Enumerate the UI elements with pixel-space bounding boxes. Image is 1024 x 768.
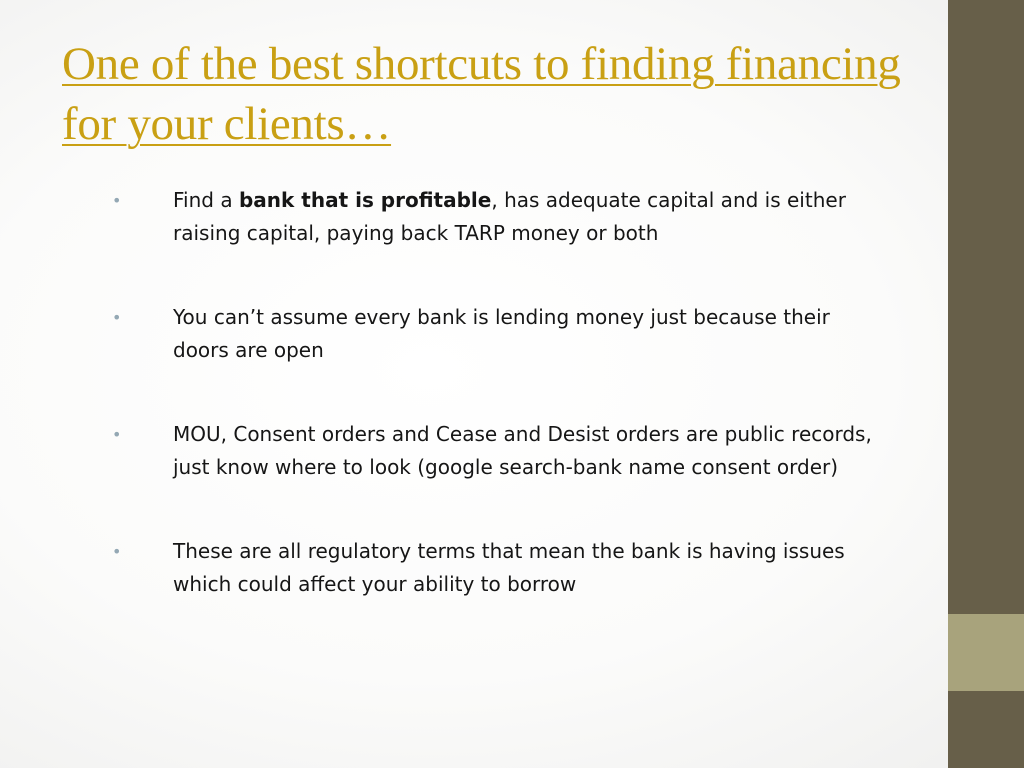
bullet-text: You can’t assume every bank is lending money just because their doors are open [173,305,830,362]
bullet-item-public-records [112,418,892,484]
bullet-dot-icon: • [112,191,122,210]
bullet-dot-icon: • [112,308,122,327]
bullet-item-lending-assumption [112,301,892,367]
slide-title: One of the best shortcuts to finding financing for your clients… [62,38,901,150]
bullet-text-prefix: Find a [173,188,239,212]
bullet-dot-icon: • [112,542,122,561]
bullet-item-profitable-bank [112,184,892,250]
bullet-text: These are all regulatory terms that mean the bank is having issues which could affect your ability to borrow [173,539,845,596]
bullet-text: MOU, Consent orders and Cease and Desist orders are public records, just know where to look (google search-bank name consent order) [173,422,872,479]
bullet-text-bold: bank that is profitable [238,188,492,212]
bullet-text-suffix: , has adequate capital and is either raising capital, paying back TARP money or both [173,188,846,245]
bullet-item-regulatory-terms [112,535,892,601]
bullet-dot-icon: • [112,425,122,444]
bullet-list [112,184,892,652]
side-accent-block [948,614,1024,691]
